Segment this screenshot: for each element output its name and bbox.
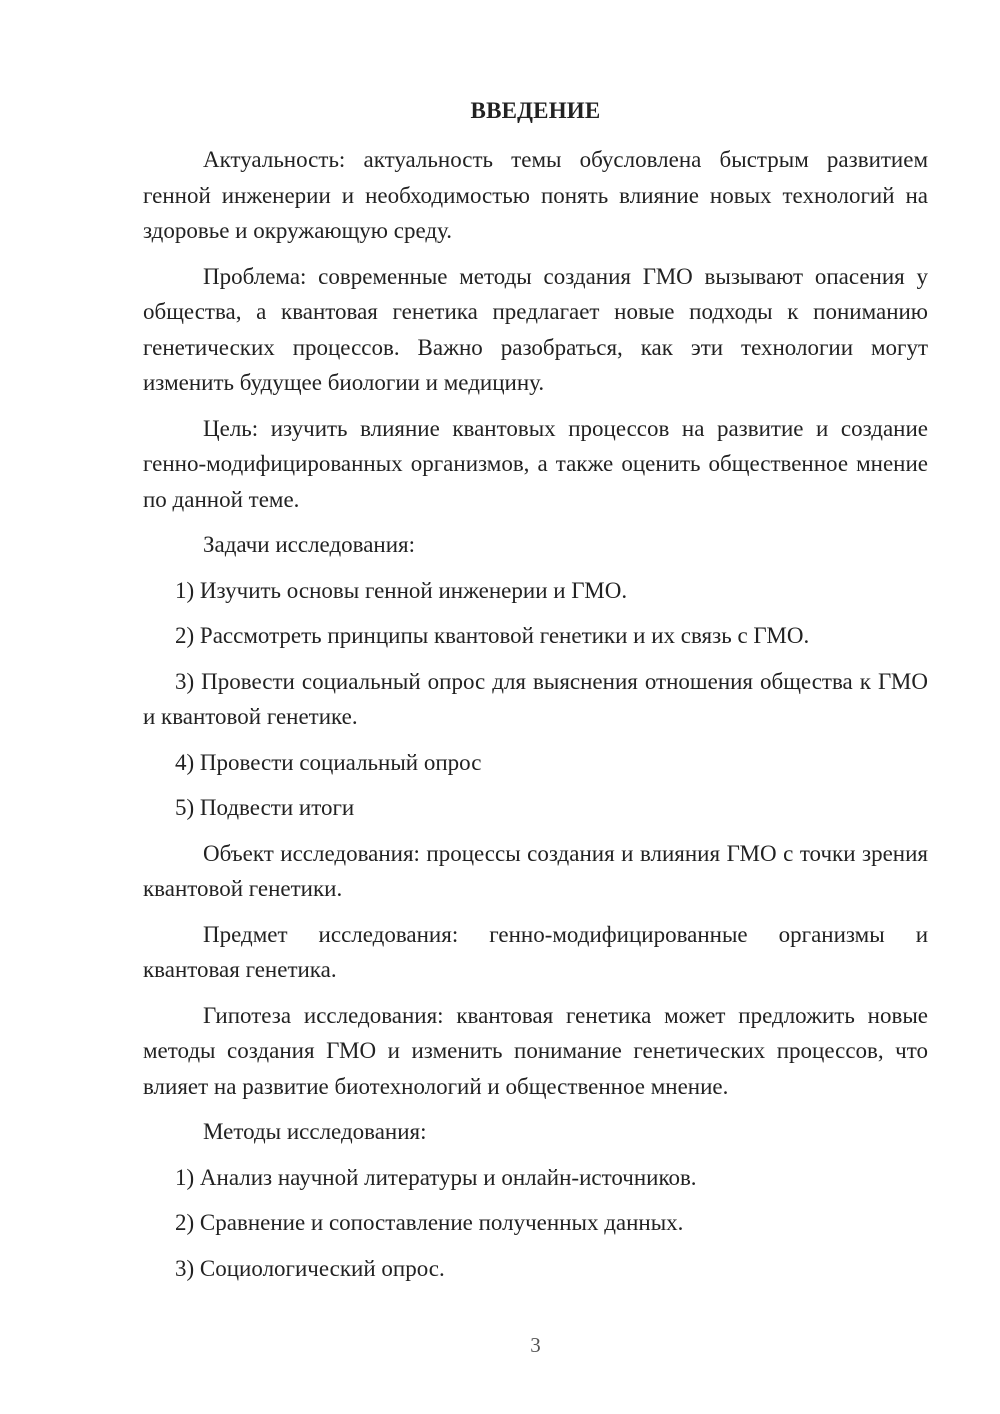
page-content [143, 94, 928, 1296]
task-item-1: 1) Изучить основы генной инженерии и ГМО. [175, 577, 628, 603]
paragraph-goal: Цель: изучить влияние квантовых процессов на развитие и создание генно-модифицированных организмов, а также оценить общественное мнение по данной теме. [143, 415, 928, 512]
task-item-5: 5) Подвести итоги [175, 795, 355, 820]
method-item-3: 3) Социологический опрос. [175, 1255, 445, 1281]
paragraph-tasks-heading: Задачи исследования: [203, 532, 416, 557]
task-item-3: 3) Провести социальный опрос для выяснения отношения общества к ГМО и квантовой генетике. [143, 668, 928, 729]
paragraph-hypothesis: Гипотеза исследования: квантовая генетика может предложить новые методы создания ГМО и изменить понимание генетических процессов, что влияет на развитие биотехнологий и общественное мнение. [143, 1002, 928, 1099]
method-item-1: 1) Анализ научной литературы и онлайн-источников. [175, 1164, 697, 1190]
paragraph-relevance: Актуальность: актуальность темы обусловлена быстрым развитием генной инженерии и необходимостью понять влияние новых технологий на здоровье и окружающую среду. [143, 147, 928, 243]
paragraph-problem: Проблема: современные методы создания ГМО вызывают опасения у общества, а квантовая генетика предлагает новые подходы к пониманию генетических процессов. Важно разобраться, как эти технологии могут изменить будущее биологии и медицину. [143, 263, 928, 395]
paragraph-object: Объект исследования: процессы создания и влияния ГМО с точки зрения квантовой генетики. [143, 840, 928, 901]
task-item-4: 4) Провести социальный опрос [175, 749, 482, 775]
section-title: ВВЕДЕНИЕ [470, 98, 601, 123]
paragraph-methods-heading: Методы исследования: [203, 1119, 427, 1144]
method-item-2: 2) Сравнение и сопоставление полученных данных. [175, 1210, 684, 1235]
page-number: 3 [530, 1333, 541, 1357]
task-item-2: 2) Рассмотреть принципы квантовой генетики и их связь с ГМО. [175, 623, 810, 648]
paragraph-subject: Предмет исследования: генно-модифицированные организмы и квантовая генетика. [143, 921, 928, 982]
